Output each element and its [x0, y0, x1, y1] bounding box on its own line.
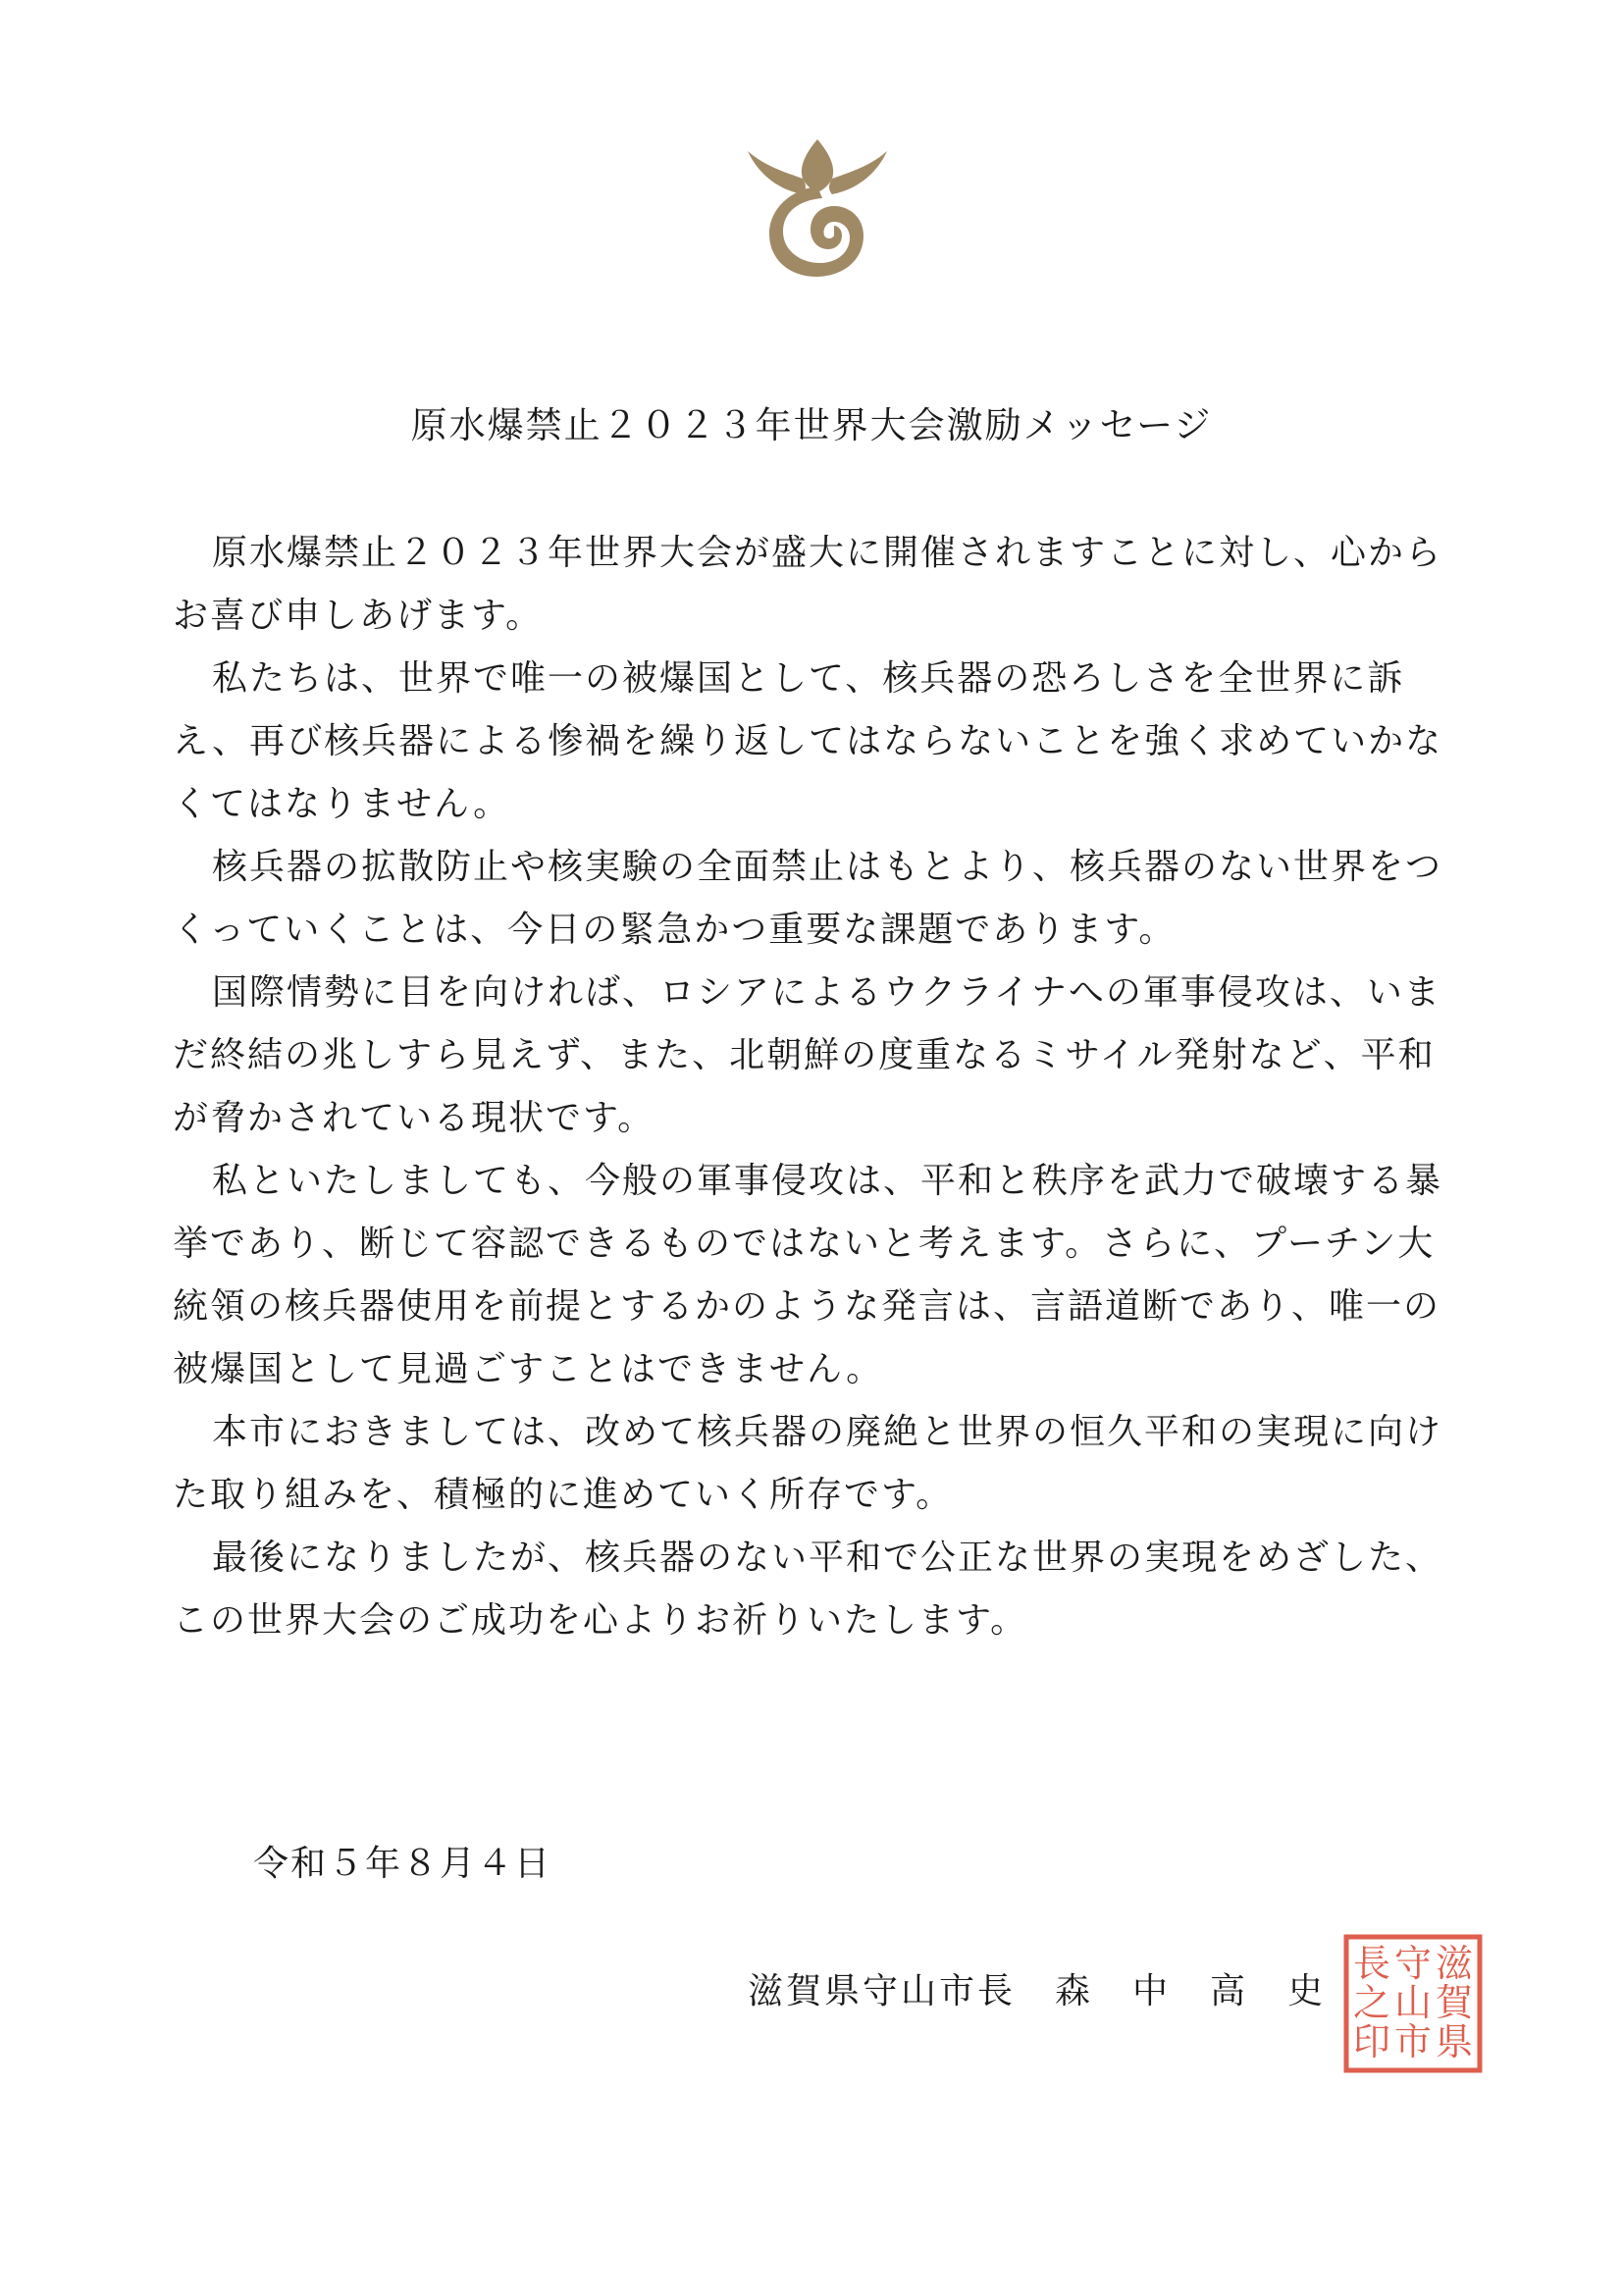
paragraph: 最後になりましたが、核兵器のない平和で公正な世界の実現をめざした、この世界大会のご成功を心よりお祈りいたします。	[173, 1538, 1443, 1641]
signature-line	[748, 1966, 1326, 2017]
moriyama-city-emblem-icon	[744, 139, 891, 279]
signer-name-char: 史	[1287, 1971, 1327, 2011]
paragraph: 核兵器の拡散防止や核実験の全面禁止はもとより、核兵器のない世界をつくっていくことは、今日の緊急かつ重要な課題であります。	[173, 847, 1443, 950]
message-body	[173, 522, 1468, 1652]
seal-column: 滋賀県	[1435, 1942, 1474, 2063]
signer-name-char: 中	[1132, 1971, 1172, 2011]
signer-name-char: 高	[1210, 1971, 1249, 2011]
paragraph: 私たちは、世界で唯一の被爆国として、核兵器の恐ろしさを全世界に訴え、再び核兵器による惨禍を繰り返してはならないことを強く求めていかなくてはなりません。	[173, 658, 1443, 824]
seal-column: 長之印	[1352, 1942, 1391, 2063]
paragraph: 国際情勢に目を向ければ、ロシアによるウクライナへの軍事侵攻は、いまだ終結の兆しすら見えず、また、北朝鮮の度重なるミサイル発射など、平和が脅かされている現状です。	[173, 972, 1441, 1138]
paragraph: 私といたしましても、今般の軍事侵攻は、平和と秩序を武力で破壊する暴挙であり、断じて容認できるものではないと考えます。さらに、プーチン大統領の核兵器使用を前提とするかのような発言は、言語道断であり、唯一の被爆国として見過ごすことはできません。	[173, 1161, 1443, 1389]
paragraph: 原水爆禁止２０２３年世界大会が盛大に開催されますことに対し、心からお喜び申しあげます。	[173, 533, 1443, 636]
signer-name-char: 森	[1055, 1971, 1094, 2011]
document-title: 原水爆禁止２０２３年世界大会激励メッセージ	[410, 404, 1213, 446]
official-seal-icon	[1342, 1933, 1484, 2074]
date-line: 令和５年８月４日	[253, 1844, 552, 1884]
seal-column: 守山市	[1393, 1942, 1433, 2063]
paragraph: 本市におきましては、改めて核兵器の廃絶と世界の恒久平和の実現に向けた取り組みを、積極的に進めていく所存です。	[173, 1412, 1443, 1515]
signer-title: 滋賀県守山市長	[748, 1971, 1017, 2011]
